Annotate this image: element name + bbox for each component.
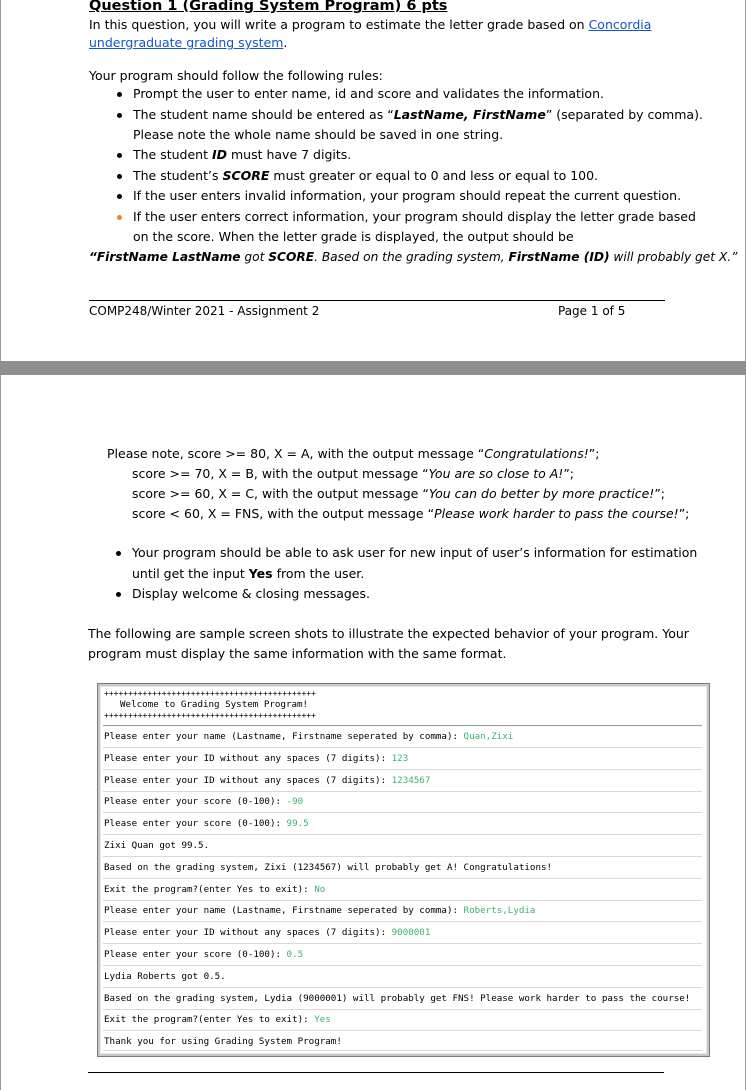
banner-welcome: Welcome to Grading System Program! <box>120 699 309 710</box>
intro-line-2: undergraduate grading system. <box>89 35 288 50</box>
rule-invalid: If the user enters invalid information, your program should repeat the current question. <box>133 188 682 203</box>
console-line: Zixi Quan got 99.5. <box>104 840 210 851</box>
console-screenshot <box>98 684 709 1056</box>
console-line: Based on the grading system, Lydia (9000001) will probably get FNS! Please work harder to pass the course! <box>104 992 691 1004</box>
console-line: Please enter your name (Lastname, Firstname seperated by comma): Quan,Zixi <box>104 731 514 742</box>
question-title: Question 1 (Grading System Program) 6 pts <box>89 0 448 14</box>
console-line: Please enter your score (0-100): -90 <box>104 796 304 808</box>
footer-page-number: Page 1 of 5 <box>558 304 626 318</box>
rule-name-format: The student name should be entered as “LastName, FirstName” (separated by comma). <box>133 107 703 122</box>
console-line: Exit the program?(enter Yes to exit): Yes <box>104 1014 331 1026</box>
bullet-icon <box>117 153 122 158</box>
welcome-closing-rule: Display welcome & closing messages. <box>132 586 370 601</box>
rule-prompt: Prompt the user to enter name, id and score and validates the information. <box>133 86 604 101</box>
console-user-input: 0.5 <box>286 949 304 960</box>
console-user-input: Yes <box>314 1014 331 1026</box>
footer-rule <box>89 300 665 301</box>
grade-rule-fns: score < 60, X = FNS, with the output message “Please work harder to pass the course!”; <box>132 506 690 521</box>
rule-id: The student ID must have 7 digits. <box>133 147 352 162</box>
console-line: Please enter your ID without any spaces (7 digits): 1234567 <box>104 774 431 786</box>
banner-bottom: ++++++++++++++++++++++++++++++++++++++++++++ <box>104 711 316 720</box>
sample-intro-line1: The following are sample screen shots to illustrate the expected behavior of your program. Your <box>88 626 689 641</box>
console-line: Please enter your score (0-100): 0.5 <box>104 949 304 960</box>
footer-course: COMP248/Winter 2021 - Assignment 2 <box>89 304 320 318</box>
rule-name-note: Please note the whole name should be saved in one string. <box>133 127 504 142</box>
rules-heading: Your program should follow the following rules: <box>89 68 383 83</box>
grading-system-link-part1[interactable]: Concordia <box>588 17 652 32</box>
sample-intro-line2: program must display the same information with the same format. <box>88 646 507 661</box>
intro-line-1: In this question, you will write a program to estimate the letter grade based on Concordia <box>89 17 652 32</box>
grade-rule-b: score >= 70, X = B, with the output message “You are so close to A!”; <box>132 466 574 481</box>
page-bottom-rule <box>88 1072 664 1073</box>
bullet-icon <box>117 174 122 179</box>
output-format: “FirstName LastName got SCORE. Based on the grading system, FirstName (ID) will probably get X.” <box>89 250 738 264</box>
console-line: Based on the grading system, Zixi (1234567) will probably get A! Congratulations! <box>104 861 553 873</box>
console-line: Please enter your ID without any spaces (7 digits): 9000001 <box>104 927 431 939</box>
console-line: Thank you for using Grading System Program! <box>104 1036 342 1048</box>
rule-score: The student’s SCORE must greater or equal to 0 and less or equal to 100. <box>133 168 599 183</box>
console-user-input: 123 <box>391 752 409 764</box>
repeat-input-line1: Your program should be able to ask user for new input of user’s information for estimation <box>132 545 698 560</box>
repeat-input-line2: until get the input Yes from the user. <box>132 566 365 581</box>
console-user-input: Roberts,Lydia <box>463 905 536 917</box>
console-user-input: -90 <box>286 796 304 808</box>
rule-correct-line1: If the user enters correct information, your program should display the letter grade based <box>133 209 696 224</box>
console-line: Please enter your score (0-100): 99.5 <box>104 818 309 830</box>
bullet-icon <box>116 592 121 597</box>
console-user-input: 1234567 <box>391 774 431 786</box>
rule-correct-line2: on the score. When the letter grade is displayed, the output should be <box>133 229 574 244</box>
console-user-input: No <box>314 883 326 895</box>
bullet-icon <box>116 551 121 556</box>
bullet-icon <box>117 215 122 220</box>
console-user-input: 99.5 <box>286 818 309 830</box>
grading-system-link-part2[interactable]: undergraduate grading system <box>89 35 284 50</box>
console-user-input: 9000001 <box>391 927 431 939</box>
page-separator <box>0 361 746 375</box>
console-line: Please enter your name (Lastname, Firstname seperated by comma): Roberts,Lydia <box>104 905 536 917</box>
bullet-icon <box>117 113 122 118</box>
grade-rule-c: score >= 60, X = C, with the output message “You can do better by more practice!”; <box>132 486 666 501</box>
bullet-icon <box>117 92 122 97</box>
console-line: Exit the program?(enter Yes to exit): No <box>104 883 326 895</box>
document-page-1 <box>0 0 746 371</box>
console-user-input: Quan,Zixi <box>463 731 514 742</box>
console-line: Please enter your ID without any spaces (7 digits): 123 <box>104 752 409 764</box>
grade-rule-a: Please note, score >= 80, X = A, with the output message “Congratulations!”; <box>107 446 600 461</box>
banner-top: ++++++++++++++++++++++++++++++++++++++++++++ <box>104 689 316 698</box>
bullet-icon <box>117 194 122 199</box>
console-line: Lydia Roberts got 0.5. <box>104 970 226 982</box>
